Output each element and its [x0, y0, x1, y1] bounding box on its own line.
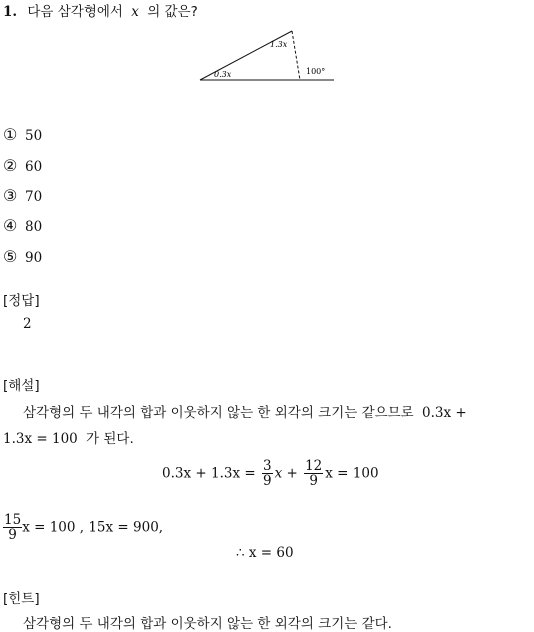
question-text-before: 다음 삼각형에서 [27, 4, 123, 20]
choice-1[interactable] [3, 125, 42, 144]
explanation-therefore: ∴ x = 60 [236, 545, 294, 561]
choice-5-mark: ⑤ [3, 247, 18, 266]
fraction-3-9 [262, 459, 273, 488]
triangle-right-side [292, 31, 300, 80]
angle-top-label: 1.3x [270, 40, 288, 49]
choice-1-mark: ① [3, 125, 18, 144]
question-variable: x [131, 4, 139, 20]
explanation-line-1 [23, 401, 467, 421]
choice-5-value: 90 [25, 250, 43, 266]
explanation-text-2: 가 된다. [86, 431, 134, 447]
explanation-equation [162, 459, 379, 488]
equation-left: 0.3x + 1.3x = [162, 465, 256, 482]
question-line [3, 0, 198, 20]
fraction-15-9-numerator: 15 [4, 512, 22, 528]
angle-exterior-label: 100° [306, 67, 326, 76]
explanation-line-2 [3, 427, 134, 447]
hint-label: [힌트] [3, 591, 40, 607]
hint-text: 삼각형의 두 내각의 합과 이웃하지 않는 한 외각의 크기는 같다. [23, 616, 392, 632]
choice-4[interactable] [3, 216, 42, 235]
choice-4-value: 80 [25, 219, 43, 235]
fraction-12-9-denominator: 9 [309, 473, 318, 490]
equation-var-1: x [274, 465, 283, 482]
angle-left-label: 0.3x [214, 70, 232, 79]
fraction-15-9-denominator: 9 [8, 527, 17, 544]
fraction-3-9-numerator: 3 [262, 458, 272, 474]
equation-right: x = 100 [325, 465, 379, 482]
choice-3-value: 70 [25, 189, 43, 205]
explanation-label: [해설] [3, 378, 40, 394]
explanation-step [3, 513, 163, 542]
question-number: 1. [3, 4, 18, 20]
explanation-math-1: 0.3x + [422, 405, 467, 421]
choice-5[interactable] [3, 247, 42, 266]
equation-plus: + [286, 465, 298, 482]
choice-3-mark: ③ [3, 186, 18, 205]
choice-2-value: 60 [25, 159, 43, 175]
answer-label: [정답] [3, 293, 40, 309]
question-text-after: 의 값은? [147, 4, 198, 20]
choice-2-mark: ② [3, 156, 18, 175]
explanation-math-2: 1.3x = 100 [3, 431, 78, 447]
choice-4-mark: ④ [3, 216, 18, 235]
choice-3[interactable] [3, 186, 42, 205]
answer-value: 2 [23, 316, 32, 332]
explanation-text-1: 삼각형의 두 내각의 합과 이웃하지 않는 한 외각의 크기는 같으므로 [23, 405, 414, 421]
explanation-step-rest: x = 100 , 15x = 900, [22, 519, 164, 536]
fraction-12-9 [304, 459, 323, 488]
fraction-3-9-denominator: 9 [262, 473, 272, 490]
choice-1-value: 50 [25, 128, 43, 144]
fraction-15-9 [3, 513, 22, 542]
fraction-12-9-numerator: 12 [305, 458, 323, 474]
triangle-figure [196, 26, 338, 84]
choice-2[interactable] [3, 156, 42, 175]
